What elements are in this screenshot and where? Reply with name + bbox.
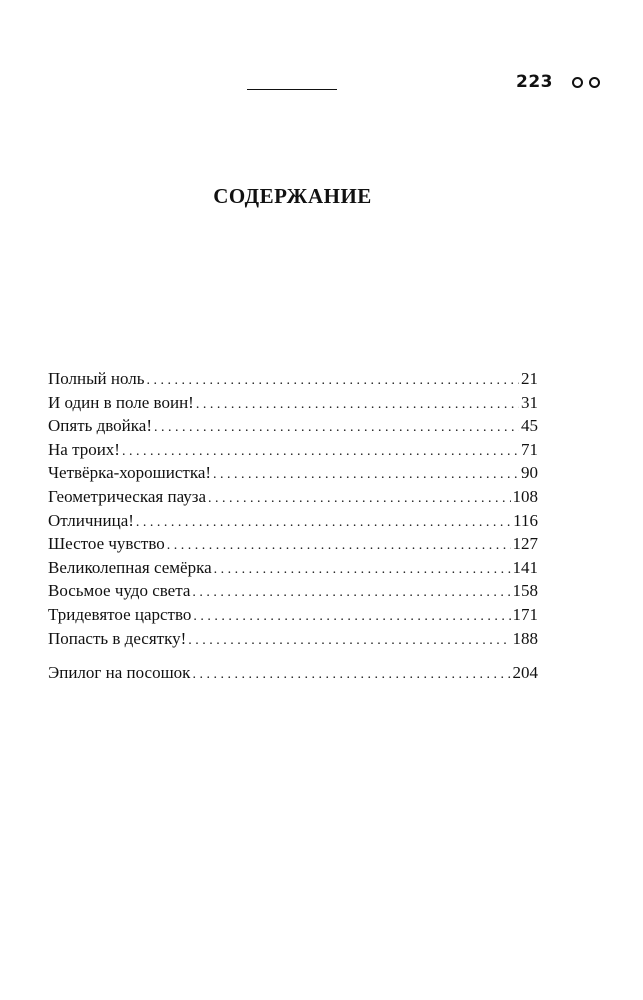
toc-entry	[48, 556, 538, 580]
toc-entry	[48, 509, 538, 533]
dot-leader	[154, 414, 519, 440]
toc-entry-page: 90	[521, 463, 538, 483]
toc-entry	[48, 438, 538, 462]
dot-leader	[196, 391, 519, 417]
folio-ornament-icon	[572, 77, 600, 88]
dot-leader	[167, 532, 511, 558]
toc-entry	[48, 414, 538, 438]
toc-entry-title: Отличница!	[48, 510, 134, 530]
toc-entry	[48, 603, 538, 627]
toc-entry-page: 21	[521, 369, 538, 388]
dot-leader	[122, 438, 519, 464]
toc-entry-title: Геометрическая пауза	[48, 486, 207, 506]
toc-entry-title: Восьмое чудо света	[48, 581, 191, 601]
dot-leader	[193, 603, 510, 629]
toc-entry	[48, 461, 538, 485]
dot-leader	[208, 485, 510, 511]
toc-entry-page: 45	[521, 416, 538, 436]
toc-entry-title: Эпилог на посошок	[48, 663, 191, 683]
toc-entry-page: 171	[512, 604, 538, 624]
toc-entry-title: Шестое чувство	[48, 534, 165, 554]
toc-entry-page: 188	[512, 628, 538, 648]
toc-entry	[48, 532, 538, 556]
toc-entry-page: 71	[521, 439, 538, 459]
toc-entry-page: 158	[512, 581, 538, 601]
toc-entry	[48, 627, 538, 651]
page-number: 223	[516, 72, 553, 92]
toc-entry-page: 127	[512, 534, 538, 554]
toc-entry-title: На троих!	[48, 439, 120, 459]
toc-entry-title: Великолепная семёрка	[48, 557, 212, 577]
table-of-contents	[48, 367, 538, 685]
toc-entry	[48, 391, 538, 415]
toc-entry-title: Попасть в десятку!	[48, 628, 187, 648]
page-title: СОДЕРЖАНИЕ	[213, 184, 372, 208]
toc-entry-page: 204	[512, 663, 538, 683]
toc-entry-page: 141	[512, 557, 538, 577]
dot-leader	[213, 461, 519, 487]
dot-leader	[147, 367, 519, 393]
dot-leader	[192, 661, 510, 687]
dot-leader	[188, 627, 510, 653]
toc-entry	[48, 367, 538, 391]
toc-entry-title: И один в поле воин!	[48, 392, 194, 412]
toc-entry-epilogue	[48, 661, 538, 685]
toc-entry-page: 31	[521, 392, 538, 412]
dot-leader	[136, 509, 511, 535]
toc-entry-page: 108	[512, 486, 538, 506]
toc-entry	[48, 579, 538, 603]
dot-leader	[214, 556, 511, 582]
toc-entry-page: 116	[513, 510, 538, 530]
toc-entry-title: Тридевятое царство	[48, 604, 192, 624]
dot-leader	[192, 579, 510, 605]
toc-entry	[48, 485, 538, 509]
toc-entry-title: Полный ноль	[48, 369, 145, 388]
toc-entry-title: Четвёрка-хорошистка!	[48, 463, 212, 483]
header-rule	[247, 89, 337, 90]
toc-entry-title: Опять двойка!	[48, 416, 152, 436]
